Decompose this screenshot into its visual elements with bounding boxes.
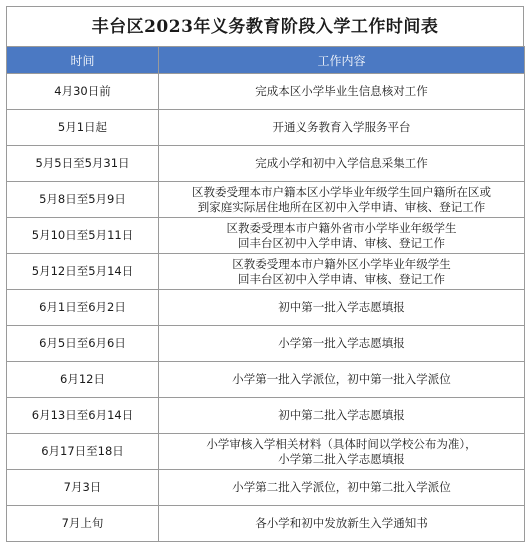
row-content: 完成本区小学毕业生信息核对工作 xyxy=(159,74,525,110)
row-time: 5月10日至5月11日 xyxy=(7,218,159,254)
row-time: 4月30日前 xyxy=(7,74,159,110)
table-row xyxy=(7,146,525,182)
table-header-row xyxy=(7,47,525,74)
header-time: 时间 xyxy=(7,47,159,74)
header-content: 工作内容 xyxy=(159,47,525,74)
schedule-table xyxy=(6,46,525,542)
row-time: 5月8日至5月9日 xyxy=(7,182,159,218)
row-content: 初中第一批入学志愿填报 xyxy=(159,290,525,326)
table-row xyxy=(7,290,525,326)
table-row xyxy=(7,506,525,542)
row-content: 各小学和初中发放新生入学通知书 xyxy=(159,506,525,542)
table-row xyxy=(7,434,525,470)
table-row xyxy=(7,254,525,290)
row-time: 6月1日至6月2日 xyxy=(7,290,159,326)
row-time: 6月5日至6月6日 xyxy=(7,326,159,362)
table-row xyxy=(7,110,525,146)
table-row xyxy=(7,326,525,362)
row-time: 5月5日至5月31日 xyxy=(7,146,159,182)
row-time: 5月1日起 xyxy=(7,110,159,146)
table-row xyxy=(7,218,525,254)
table-row xyxy=(7,362,525,398)
row-content: 小学第一批入学志愿填报 xyxy=(159,326,525,362)
table-row xyxy=(7,182,525,218)
row-content: 小学审核入学相关材料（具体时间以学校公布为准）， 小学第二批入学志愿填报 xyxy=(159,434,525,470)
table-row xyxy=(7,74,525,110)
row-time: 7月上旬 xyxy=(7,506,159,542)
row-time: 6月17日至18日 xyxy=(7,434,159,470)
row-time: 7月3日 xyxy=(7,470,159,506)
table-row xyxy=(7,470,525,506)
row-content: 区教委受理本市户籍外区小学毕业年级学生 回丰台区初中入学申请、审核、登记工作 xyxy=(159,254,525,290)
row-content: 开通义务教育入学服务平台 xyxy=(159,110,525,146)
row-content: 小学第一批入学派位，初中第一批入学派位 xyxy=(159,362,525,398)
row-time: 6月13日至6月14日 xyxy=(7,398,159,434)
row-time: 5月12日至5月14日 xyxy=(7,254,159,290)
row-content: 初中第二批入学志愿填报 xyxy=(159,398,525,434)
row-content: 完成小学和初中入学信息采集工作 xyxy=(159,146,525,182)
row-content: 区教委受理本市户籍外省市小学毕业年级学生 回丰台区初中入学申请、审核、登记工作 xyxy=(159,218,525,254)
row-time: 6月12日 xyxy=(7,362,159,398)
page-title: 丰台区2023年义务教育阶段入学工作时间表 xyxy=(6,6,524,46)
table-row xyxy=(7,398,525,434)
row-content: 小学第二批入学派位，初中第二批入学派位 xyxy=(159,470,525,506)
row-content: 区教委受理本市户籍本区小学毕业年级学生回户籍所在区或 到家庭实际居住地所在区初中入学申请、审核、登记工作 xyxy=(159,182,525,218)
